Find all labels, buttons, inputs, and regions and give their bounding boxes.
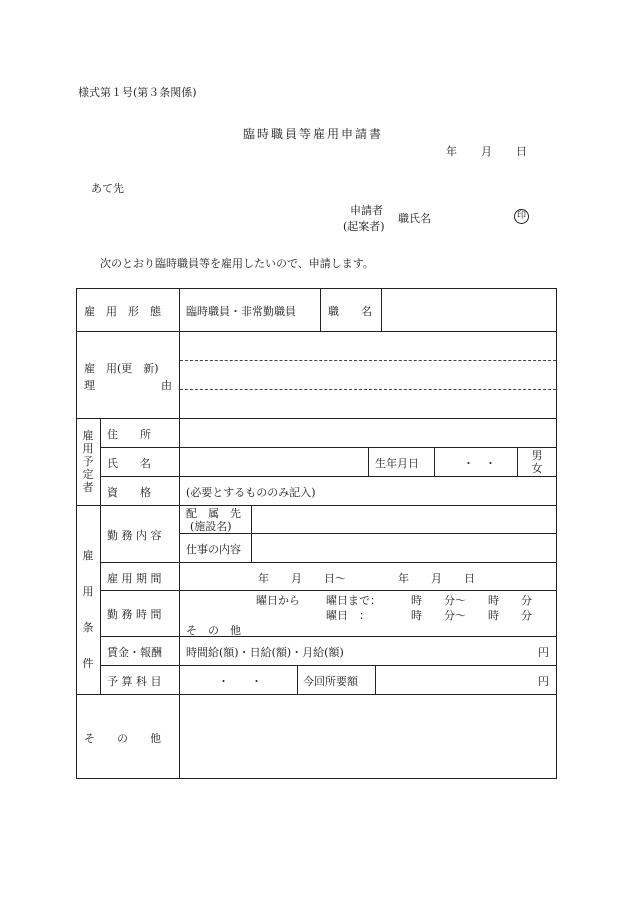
period-end: 年 月 日 (398, 572, 475, 585)
hours-row1-to: 曜日まで： (326, 594, 381, 607)
job-content-label: 仕事の内容 (186, 543, 241, 556)
duties-label: 勤 務 内 容 (107, 529, 162, 542)
hours-row2-day: 曜日 ： (326, 609, 370, 622)
employment-type-value: 臨時職員・非常勤職員 (186, 305, 296, 318)
assignment-sublabel: (施設名) (190, 520, 232, 533)
birth-date-dots: ・ ・ (463, 457, 496, 470)
reason-label-line2b: 由 (161, 379, 172, 392)
period-label: 雇 用 期 間 (107, 572, 162, 585)
applicant-name-label: 職氏名 (398, 212, 431, 225)
birth-date-label: 生年月日 (375, 457, 419, 470)
hours-other-label: そ の 他 (186, 624, 241, 637)
wage-label: 賃金・報酬 (107, 646, 162, 659)
position-label: 職 名 (328, 305, 372, 318)
seal-icon: 印 (514, 209, 529, 224)
budget-dots: ・ ・ (218, 675, 262, 688)
required-amount-label: 今回所要額 (303, 675, 358, 688)
candidate-group-label: 雇用予定者 (82, 429, 94, 494)
form-number: 様式第１号(第３条関係) (78, 86, 197, 99)
reason-label-line1: 雇 用(更 新) (84, 362, 159, 375)
hours-label: 勤 務 時 間 (107, 608, 162, 621)
qualification-label: 資 格 (107, 486, 151, 499)
date-year-label: 年 (446, 145, 457, 158)
date-month-label: 月 (481, 145, 492, 158)
hours-row1-from: 曜日から (256, 594, 300, 607)
form-title: 臨時職員等雇用申請書 (243, 127, 384, 141)
assignment-label: 配 属 先 (186, 507, 241, 520)
budget-unit: 円 (538, 675, 549, 688)
wage-unit: 円 (538, 646, 549, 659)
intro-text: 次のとおり臨時職員等を雇用したいので、申請します。 (100, 257, 374, 270)
hours-row2-time: 時 分〜 時 分 (411, 609, 532, 622)
addressee-label: あて先 (91, 182, 124, 195)
qualification-note: (必要とするもののみ記入) (186, 486, 316, 499)
applicant-label: 申請者 (350, 204, 383, 217)
name-label: 氏 名 (107, 457, 151, 470)
reason-label-line2a: 理 (84, 379, 95, 392)
budget-label: 予 算 科 目 (107, 675, 162, 688)
applicant-sublabel: (起案者) (343, 220, 385, 233)
period-start: 年 月 日〜 (258, 572, 346, 585)
conditions-group-label: 雇用条件 (82, 549, 94, 670)
wage-types: 時間給(額)・日給(額)・月給(額) (186, 646, 344, 659)
hours-row1-time: 時 分〜 時 分 (411, 594, 532, 607)
employment-type-label: 雇 用 形 態 (84, 305, 161, 318)
gender-options: 男女 (531, 449, 543, 475)
other-label: そ の 他 (84, 732, 161, 745)
date-day-label: 日 (516, 145, 527, 158)
address-label: 住 所 (107, 428, 151, 441)
